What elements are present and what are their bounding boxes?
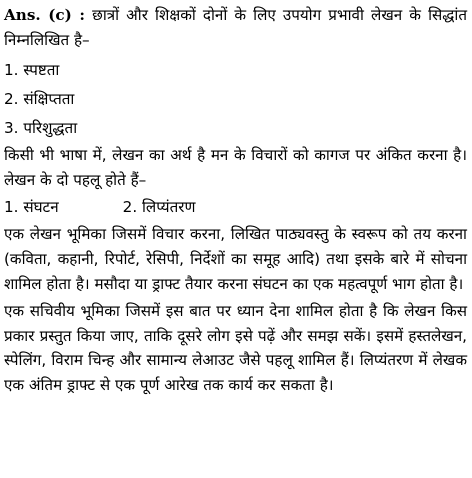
transcription-paragraph: एक सचिवीय भूमिका जिसमें इस बात पर ध्यान देना शामिल होता है कि लेखन किस प्रकार प्रस्तुत किया जाए, ताकि दूसरे लोग इसे पढ़ें और समझ सकें। इसमें हस्तलेखन, स्पेलिंग, विराम चिन्ह और सामान्य लेआउट जैसे पहलू शामिल हैं। लिप्यंतरण में लेखक एक अंतिम ड्राफ्ट से एक पूर्ण आरेख तक कार्य कर सकता है। xyxy=(4,302,467,394)
principle-item-clarity: 1. स्पष्टता xyxy=(4,61,60,80)
answer-document xyxy=(4,3,467,398)
aspect-transcription: 2. लिप्यंतरण xyxy=(122,198,196,217)
principle-item-accuracy: 3. परिशुद्धता xyxy=(4,119,78,138)
answer-intro-text: छात्रों और शिक्षकों दोनों के लिए उपयोग प्रभावी लेखन के सिद्धांत निम्नलिखित है– xyxy=(4,6,468,49)
answer-intro xyxy=(4,3,467,52)
answer-label: Ans. (c) : xyxy=(4,6,86,24)
writing-aspects-row xyxy=(4,192,467,222)
writing-meaning-paragraph: किसी भी भाषा में, लेखन का अर्थ है मन के विचारों को कागज पर अंकित करना है। लेखन के दो पहलू होते हैं– xyxy=(4,146,467,189)
principle-item-conciseness: 2. संक्षिप्तता xyxy=(4,90,75,109)
principles-list xyxy=(4,56,467,143)
composition-paragraph: एक लेखन भूमिका जिसमें विचार करना, लिखित पाठ्यवस्तु के स्वरूप को तय करना (कविता, कहानी, रिपोर्ट, रेसिपी, निर्देशों का समूह आदि) तथा इसके बारे में सोचना शामिल होता है। मसौदा या ड्राफ्ट तैयार करना संघटन का एक महत्वपूर्ण भाग होता है। xyxy=(4,225,467,293)
aspect-composition: 1. संघटन xyxy=(4,198,59,217)
